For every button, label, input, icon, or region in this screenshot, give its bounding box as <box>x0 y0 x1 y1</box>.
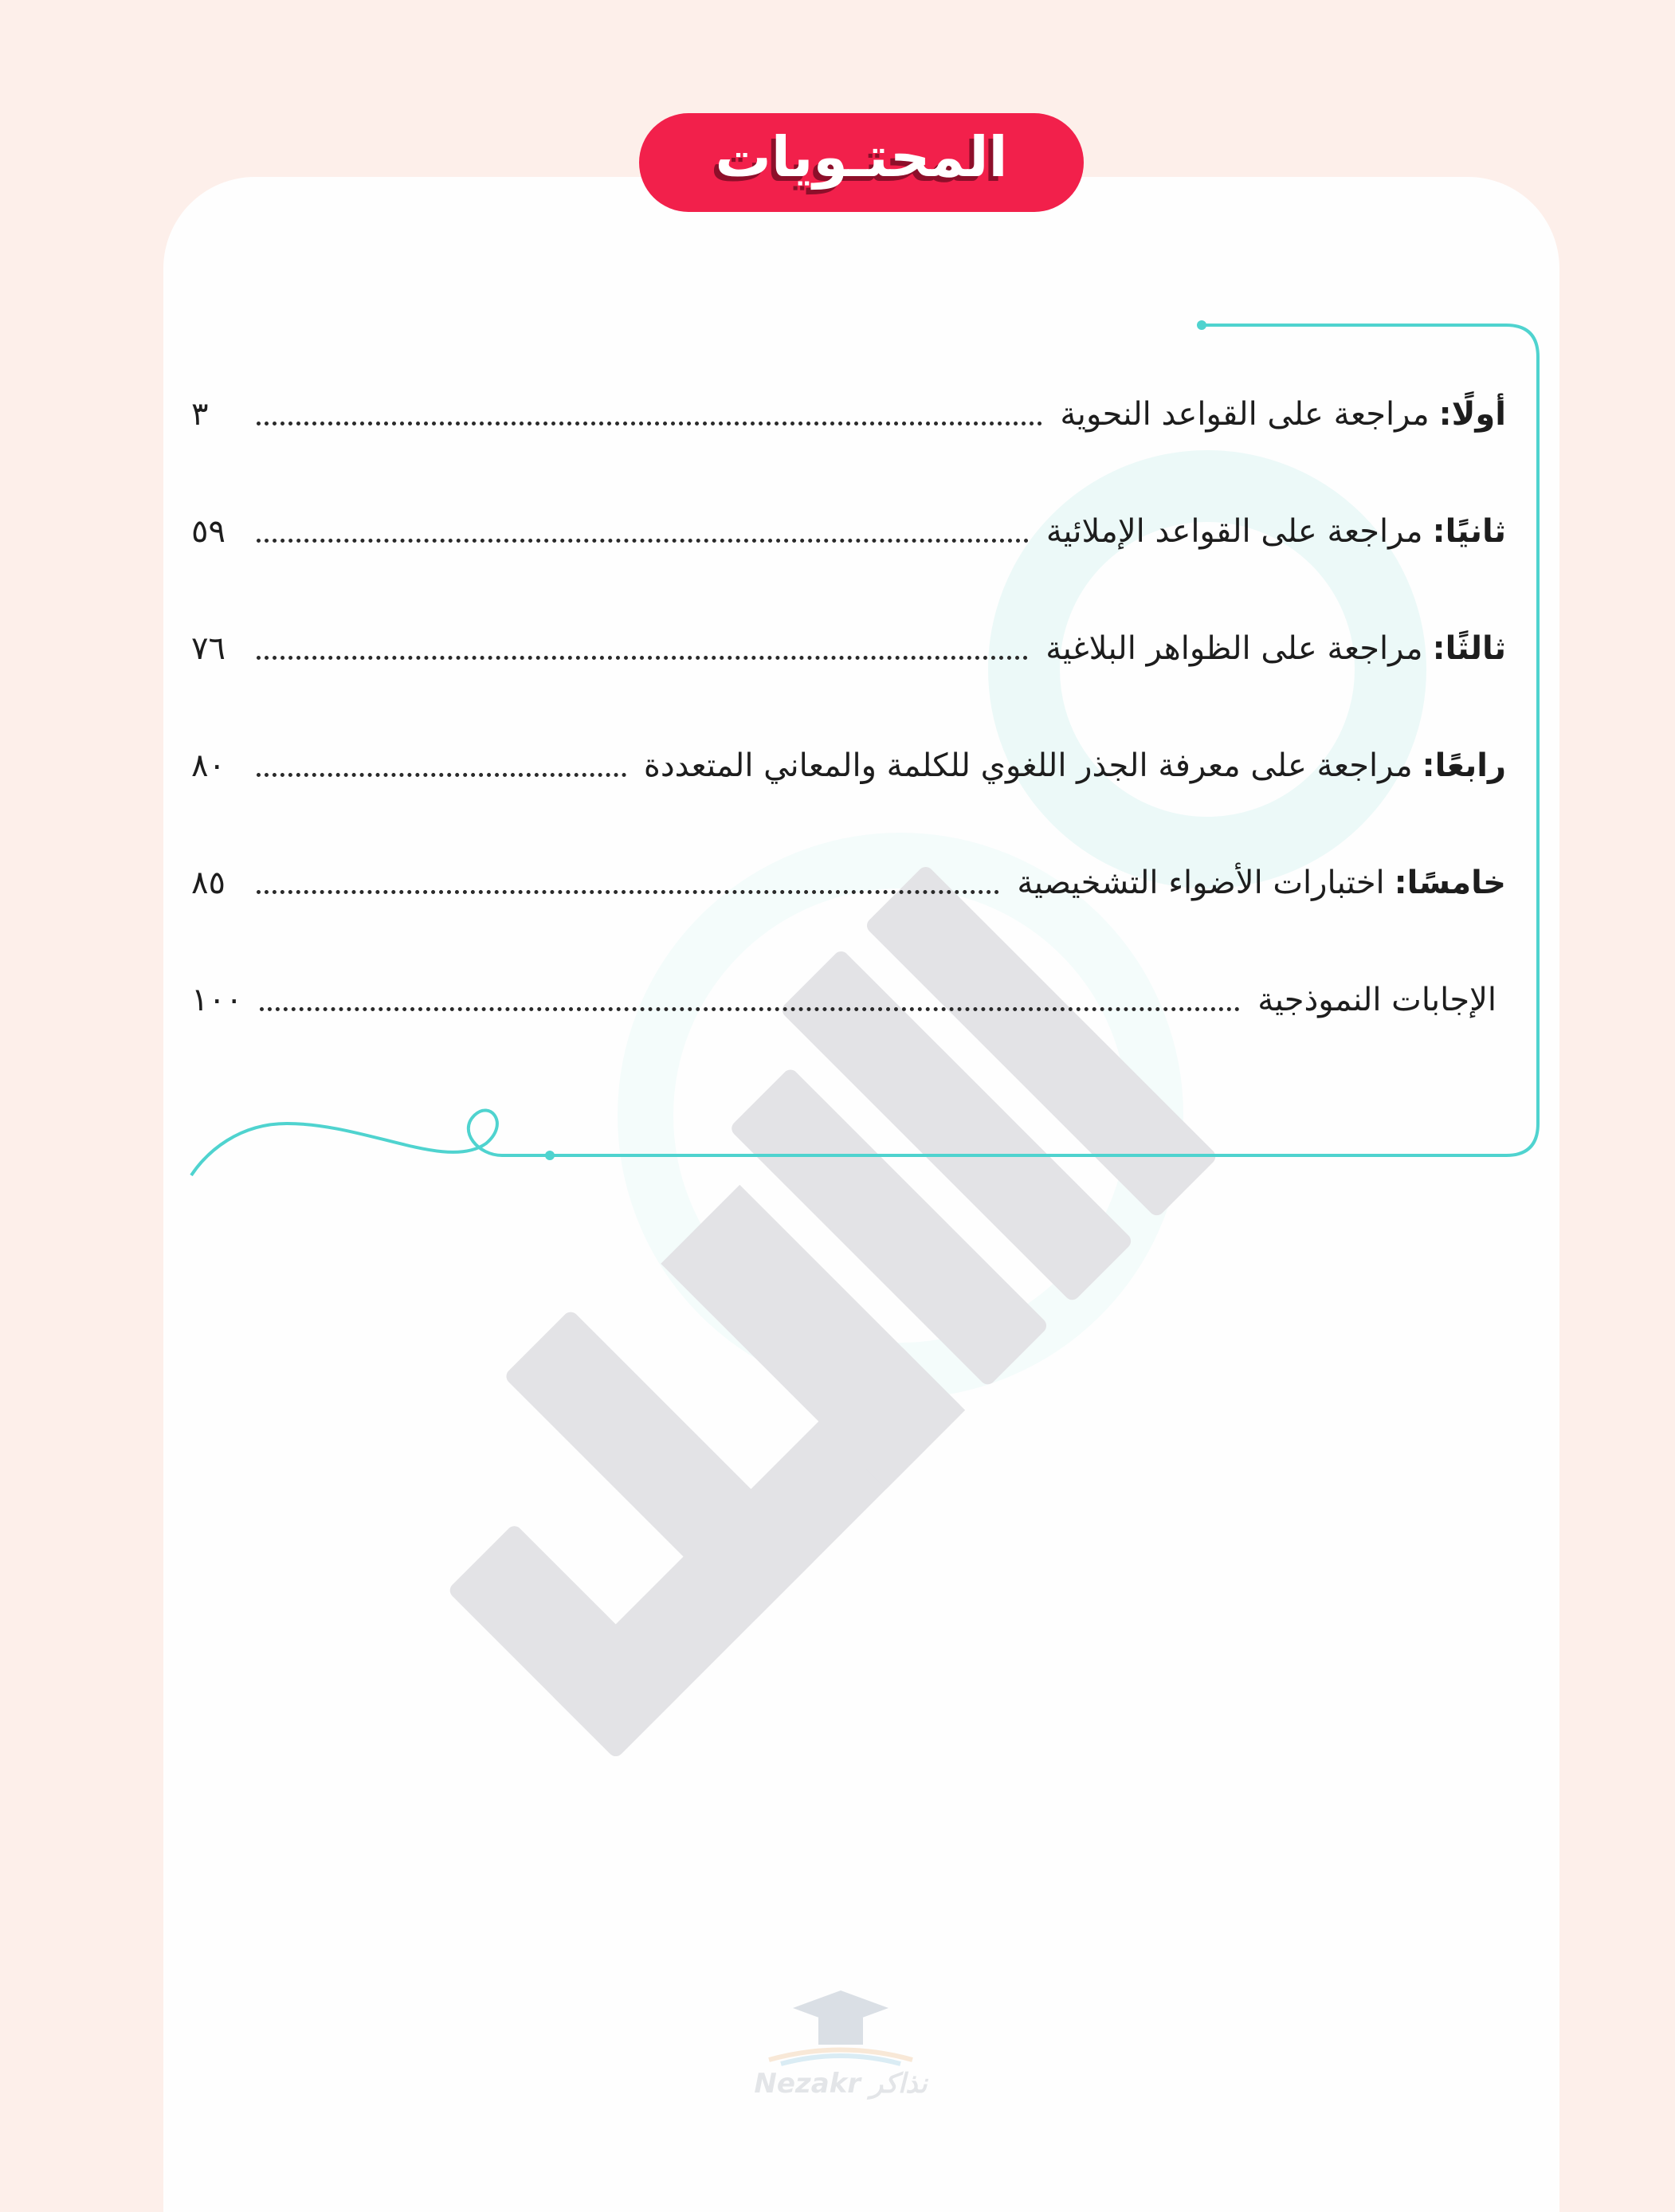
toc-row-6[interactable] <box>191 960 1506 1040</box>
toc-title: اختبارات الأضواء التشخيصية <box>1017 865 1385 901</box>
publisher-logo-text: Nezakr نذاكر <box>754 2068 928 2100</box>
toc-label: خامسًا: <box>1394 865 1506 901</box>
dot-leader <box>260 990 1240 1011</box>
toc-label: رابعًا: <box>1422 747 1506 784</box>
toc-row-3[interactable] <box>191 609 1506 688</box>
toc-label: ثالثًا: <box>1432 630 1506 667</box>
toc-title: مراجعة على القواعد الإملائية <box>1045 513 1423 550</box>
toc-page-number: ٣ <box>191 396 209 433</box>
dot-leader <box>257 755 626 777</box>
title-pill <box>639 113 1084 212</box>
toc-page-number: ٨٥ <box>191 865 226 901</box>
toc-row-2[interactable] <box>191 492 1506 571</box>
page-title: المحتـويات <box>715 124 1008 190</box>
toc-page-number: ٧٦ <box>191 630 226 667</box>
toc-row-1[interactable] <box>191 375 1506 454</box>
toc-row-5[interactable] <box>191 843 1506 923</box>
toc-title: مراجعة على الظواهر البلاغية <box>1045 630 1423 667</box>
dot-leader <box>257 873 999 894</box>
dot-leader <box>257 521 1029 543</box>
toc-title: مراجعة على معرفة الجذر اللغوي للكلمة والمعاني المتعددة <box>643 747 1413 784</box>
toc-title: الإجابات النموذجية <box>1257 982 1497 1018</box>
toc-page-number: ٥٩ <box>191 513 226 550</box>
toc-label: أولًا: <box>1438 396 1506 433</box>
toc-title: مراجعة على القواعد النحوية <box>1060 396 1430 433</box>
toc-row-4[interactable] <box>191 726 1506 806</box>
dot-leader <box>257 638 1028 660</box>
toc-page-number: ١٠٠ <box>191 982 243 1018</box>
toc-label: ثانيًا: <box>1432 513 1506 550</box>
toc-page-number: ٨٠ <box>191 747 226 784</box>
dot-leader <box>257 404 1042 426</box>
